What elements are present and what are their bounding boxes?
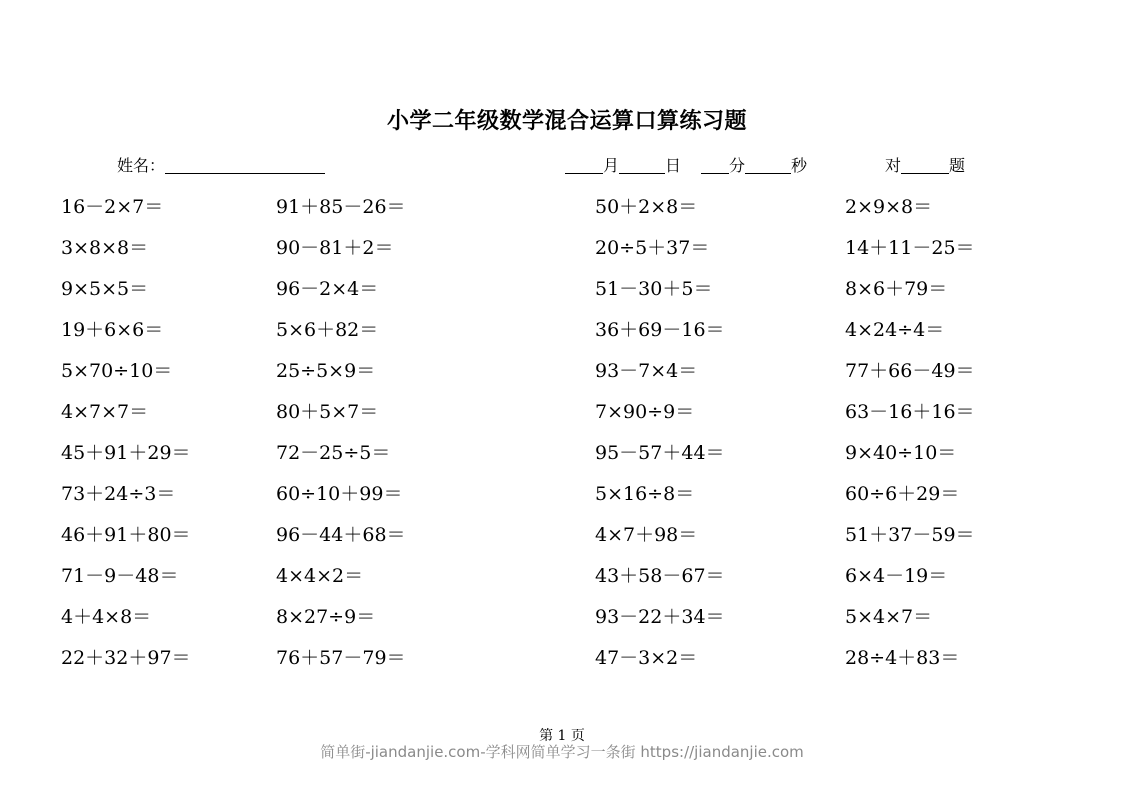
math-problem: 5×70÷10＝ [61, 360, 173, 382]
math-problem: 36＋69－16＝ [595, 319, 725, 341]
math-problem: 16－2×7＝ [61, 196, 164, 218]
math-problem: 14＋11－25＝ [845, 237, 975, 259]
math-problem: 25÷5×9＝ [276, 360, 376, 382]
math-problem: 2×9×8＝ [845, 196, 933, 218]
math-problem: 90－81＋2＝ [276, 237, 394, 259]
site-watermark: 简单街-jiandanjie.com-学科网简单学习一条街 https://jiandanjie.com [320, 743, 804, 761]
math-problem: 4×7＋98＝ [595, 524, 698, 546]
math-problem: 20÷5＋37＝ [595, 237, 710, 259]
problem-row [0, 356, 1122, 397]
problem-row [0, 397, 1122, 438]
math-problem: 95－57＋44＝ [595, 442, 725, 464]
second-blank [745, 157, 791, 174]
problem-row [0, 192, 1122, 233]
math-problem: 4×4×2＝ [276, 565, 364, 587]
math-problem: 51－30＋5＝ [595, 278, 713, 300]
second-label: 秒 [791, 156, 808, 175]
math-problem: 63－16＋16＝ [845, 401, 975, 423]
month-label: 月 [603, 156, 620, 175]
math-problem: 45＋91＋29＝ [61, 442, 191, 464]
problem-row [0, 561, 1122, 602]
math-problem: 60÷6＋29＝ [845, 483, 960, 505]
math-problem: 73＋24÷3＝ [61, 483, 176, 505]
worksheet-title: 小学二年级数学混合运算口算练习题 [386, 108, 747, 134]
math-problem: 60÷10＋99＝ [276, 483, 403, 505]
name-label: 姓名： [117, 156, 166, 175]
math-problem: 5×4×7＝ [845, 606, 933, 628]
math-problem: 77＋66－49＝ [845, 360, 975, 382]
problem-row [0, 643, 1122, 684]
math-problem: 5×6＋82＝ [276, 319, 379, 341]
problem-row [0, 479, 1122, 520]
minute-blank [701, 157, 729, 174]
problem-row [0, 602, 1122, 643]
score-field [885, 154, 965, 178]
math-problem: 7×90÷9＝ [595, 401, 695, 423]
math-problem: 28÷4＋83＝ [845, 647, 960, 669]
math-problem: 19＋6×6＝ [61, 319, 164, 341]
math-problem: 8×6＋79＝ [845, 278, 948, 300]
problem-row [0, 438, 1122, 479]
day-blank [619, 157, 665, 174]
date-time-field [565, 154, 807, 178]
minute-label: 分 [729, 156, 746, 175]
correct-label: 对 [885, 156, 902, 175]
math-problem: 9×40÷10＝ [845, 442, 957, 464]
name-field [117, 154, 325, 178]
math-problem: 4×24÷4＝ [845, 319, 945, 341]
problem-row [0, 233, 1122, 274]
math-problem: 50＋2×8＝ [595, 196, 698, 218]
math-problem: 46＋91＋80＝ [61, 524, 191, 546]
math-problem: 4＋4×8＝ [61, 606, 152, 628]
page-number: 第 1 页 [539, 728, 585, 744]
math-problem: 93－22＋34＝ [595, 606, 725, 628]
problem-row [0, 274, 1122, 315]
math-problem: 96－44＋68＝ [276, 524, 406, 546]
question-label: 题 [949, 156, 966, 175]
math-problem: 96－2×4＝ [276, 278, 379, 300]
math-problem: 22＋32＋97＝ [61, 647, 191, 669]
problem-row [0, 315, 1122, 356]
math-problem: 76＋57－79＝ [276, 647, 406, 669]
month-blank [565, 157, 603, 174]
problem-grid [0, 192, 1122, 684]
math-problem: 5×16÷8＝ [595, 483, 695, 505]
math-problem: 93－7×4＝ [595, 360, 698, 382]
math-problem: 3×8×8＝ [61, 237, 149, 259]
math-problem: 91＋85－26＝ [276, 196, 406, 218]
math-problem: 72－25÷5＝ [276, 442, 391, 464]
math-problem: 4×7×7＝ [61, 401, 149, 423]
math-problem: 43＋58－67＝ [595, 565, 725, 587]
problem-row [0, 520, 1122, 561]
name-blank [165, 157, 325, 174]
math-problem: 51＋37－59＝ [845, 524, 975, 546]
math-problem: 8×27÷9＝ [276, 606, 376, 628]
math-problem: 6×4－19＝ [845, 565, 948, 587]
correct-blank [901, 157, 949, 174]
math-problem: 9×5×5＝ [61, 278, 149, 300]
math-problem: 47－3×2＝ [595, 647, 698, 669]
math-problem: 71－9－48＝ [61, 565, 179, 587]
day-label: 日 [665, 156, 682, 175]
math-problem: 80＋5×7＝ [276, 401, 379, 423]
